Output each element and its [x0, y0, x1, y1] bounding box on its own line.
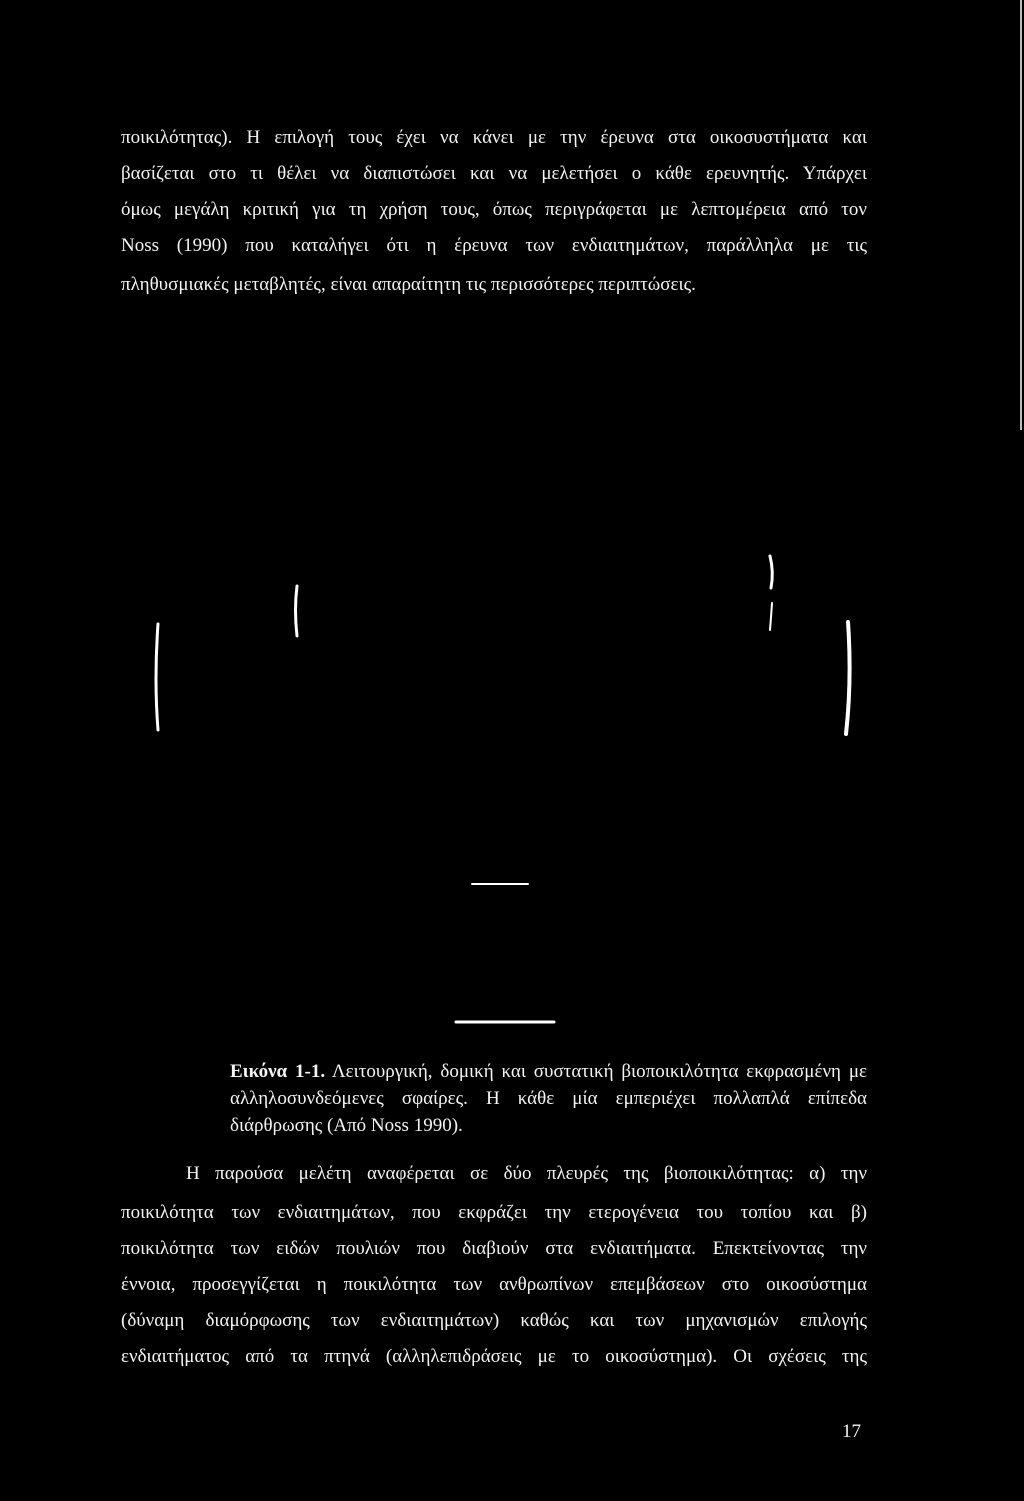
- text-line: ενδιαιτήματος από τα πτηνά (αλληλεπιδράσεις με το οικοσύστημα). Οι σχέσεις της: [121, 1346, 867, 1367]
- text-line: βασίζεται στο τι θέλει να διαπιστώσει και να μελετήσει ο κάθε ερευνητής. Υπάρχει: [121, 163, 867, 184]
- sphere-arc-left-inner: [296, 586, 298, 636]
- text-line: ποικιλότητας). Η επιλογή τους έχει να κάνει με την έρευνα στα οικοσυστήματα και: [121, 127, 867, 148]
- caption-line-3: διάρθρωσης (Από Noss 1990).: [230, 1115, 463, 1136]
- text-line: πληθυσμιακές μεταβλητές, είναι απαραίτητη τις περισσότερες περιπτώσεις.: [121, 274, 696, 295]
- text-line: ποικιλότητα των ειδών πουλιών που διαβιούν στα ενδιαιτήματα. Επεκτείνοντας την: [121, 1238, 867, 1259]
- text-line: (δύναμη διαμόρφωσης των ενδιαιτημάτων) καθώς και των μηχανισμών επιλογής: [121, 1310, 867, 1331]
- page-number: 17: [842, 1421, 861, 1442]
- sphere-arc-left-outer: [156, 624, 158, 730]
- caption-text: Λειτουργική, δομική και συστατική βιοποικιλότητα εκφρασμένη με: [331, 1061, 867, 1082]
- text-line: όμως μεγάλη κριτική για τη χρήση τους, όπως περιγράφεται με λεπτομέρεια από τον: [121, 199, 867, 220]
- text-line: ποικιλότητα των ενδιαιτημάτων, που εκφράζει την ετερογένεια του τοπίου και β): [121, 1202, 867, 1223]
- sphere-arc-right-top: [770, 556, 772, 588]
- caption-line-1: [230, 1060, 867, 1084]
- sphere-arc-right-fragment: [770, 603, 772, 630]
- sphere-arc-right-outer: [846, 622, 850, 734]
- page-edge-line: [1020, 0, 1022, 430]
- text-line: Η παρούσα μελέτη αναφέρεται σε δύο πλευρές της βιοποικιλότητας: α) την: [186, 1163, 867, 1184]
- text-line: έννοια, προσεγγίζεται η ποικιλότητα των ανθρωπίνων επεμβάσεων στο οικοσύστημα: [121, 1274, 867, 1295]
- caption-label: Εικόνα 1-1.: [230, 1061, 326, 1082]
- text-line: Noss (1990) που καταλήγει ότι η έρευνα των ενδιαιτημάτων, παράλληλα με τις: [121, 235, 867, 256]
- caption-line-2: αλληλοσυνδεόμενες σφαίρες. Η κάθε μία εμπεριέχει πολλαπλά επίπεδα: [230, 1088, 867, 1109]
